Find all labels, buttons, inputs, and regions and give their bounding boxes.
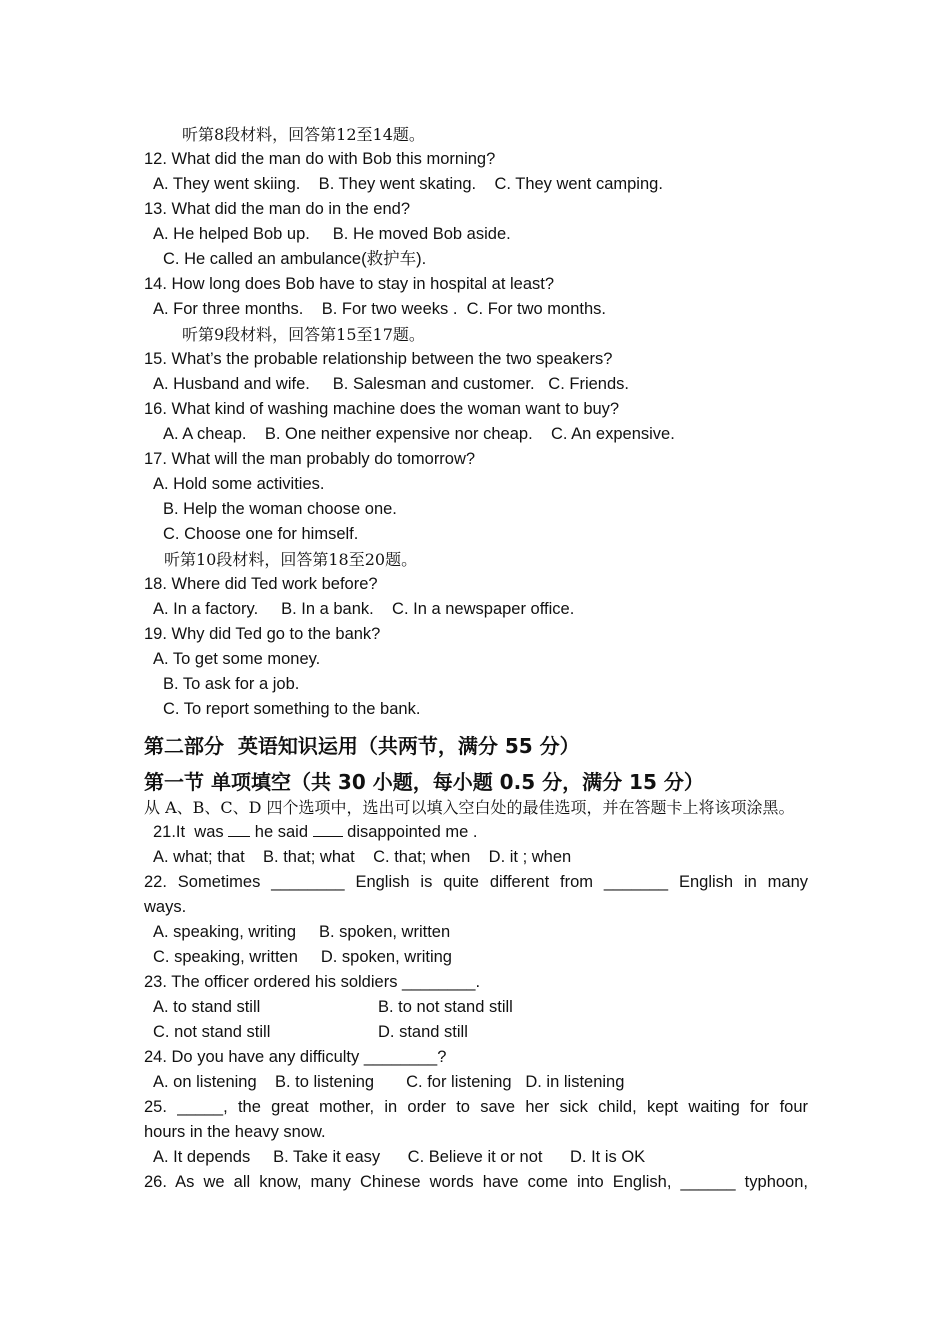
q14-options: A. For three months. B. For two weeks . C. For two months. <box>153 300 606 318</box>
q15-options: A. Husband and wife. B. Salesman and customer. C. Friends. <box>153 375 629 393</box>
q19-question: 19. Why did Ted go to the bank? <box>144 625 381 643</box>
q24-question: 24. Do you have any difficulty ________? <box>144 1048 447 1066</box>
q17-option-a: A. Hold some activities. <box>153 475 325 493</box>
q23-option-d: D. stand still <box>378 1023 468 1041</box>
q22-line-2: ways. <box>144 898 187 916</box>
q19-option-c: C. To report something to the bank. <box>163 700 421 718</box>
q21-text-3: disappointed me . <box>342 823 478 841</box>
q22-options-ab: A. speaking, writing B. spoken, written <box>153 923 451 941</box>
section1-heading: 第一节 单项填空（共 30 小题，每小题 0.5 分，满分 15 分） <box>144 770 704 794</box>
q25-line-2: hours in the heavy snow. <box>144 1123 326 1141</box>
q17-question: 17. What will the man probably do tomorrow? <box>144 450 476 468</box>
q17-option-c: C. Choose one for himself. <box>163 525 359 543</box>
q22-line-1: 22. Sometimes ________ English is quite different from _______ English in many <box>144 873 808 891</box>
q23-options-row-1 <box>144 995 808 1020</box>
instructions: 从 A、B、C、D 四个选项中，选出可以填入空白处的最佳选项，并在答题卡上将该项涂黑。 <box>144 798 795 817</box>
q17-option-b: B. Help the woman choose one. <box>163 500 397 518</box>
q13-question: 13. What did the man do in the end? <box>144 200 411 218</box>
q21-question <box>144 820 808 845</box>
q12-question: 12. What did the man do with Bob this morning? <box>144 150 496 168</box>
q22-options-cd: C. speaking, written D. spoken, writing <box>153 948 452 966</box>
section9-intro: 听第9段材料，回答第15至17题。 <box>182 325 425 344</box>
q21-text-1: 21.It was <box>153 823 229 841</box>
q23-option-c: C. not stand still <box>153 1023 271 1041</box>
section8-intro: 听第8段材料，回答第12至14题。 <box>182 125 425 144</box>
q19-option-a: A. To get some money. <box>153 650 321 668</box>
q18-question: 18. Where did Ted work before? <box>144 575 378 593</box>
q13-options-ab: A. He helped Bob up. B. He moved Bob aside. <box>153 225 511 243</box>
q21-text-2: he said <box>250 823 313 841</box>
part2-heading: 第二部分 英语知识运用（共两节，满分 55 分） <box>144 734 580 758</box>
q25-options: A. It depends B. Take it easy C. Believe it or not D. It is OK <box>153 1148 646 1166</box>
q14-question: 14. How long does Bob have to stay in hospital at least? <box>144 275 555 293</box>
q12-options: A. They went skiing. B. They went skating. C. They went camping. <box>153 175 663 193</box>
q16-question: 16. What kind of washing machine does the woman want to buy? <box>144 400 620 418</box>
q15-question: 15. What’s the probable relationship between the two speakers? <box>144 350 613 368</box>
q21-blank-2 <box>313 820 343 837</box>
q13-option-c: C. He called an ambulance(救护车). <box>163 250 427 268</box>
q16-options: A. A cheap. B. One neither expensive nor cheap. C. An expensive. <box>163 425 675 443</box>
q21-options: A. what; that B. that; what C. that; when D. it ; when <box>153 848 572 866</box>
q23-option-a: A. to stand still <box>153 998 261 1016</box>
section10-intro: 听第10段材料，回答第18至20题。 <box>164 550 418 569</box>
q18-options: A. In a factory. B. In a bank. C. In a newspaper office. <box>153 600 575 618</box>
q19-option-b: B. To ask for a job. <box>163 675 300 693</box>
q23-options-row-2 <box>144 1020 808 1045</box>
q23-option-b: B. to not stand still <box>378 998 513 1016</box>
q26-line-1: 26. As we all know, many Chinese words have come into English, ______ typhoon, <box>144 1173 808 1191</box>
q23-question: 23. The officer ordered his soldiers ________. <box>144 973 481 991</box>
q24-options: A. on listening B. to listening C. for listening D. in listening <box>153 1073 625 1091</box>
q25-line-1: 25. _____, the great mother, in order to save her sick child, kept waiting for four <box>144 1098 808 1116</box>
page-content <box>144 122 808 1195</box>
q21-blank-1 <box>228 820 250 837</box>
